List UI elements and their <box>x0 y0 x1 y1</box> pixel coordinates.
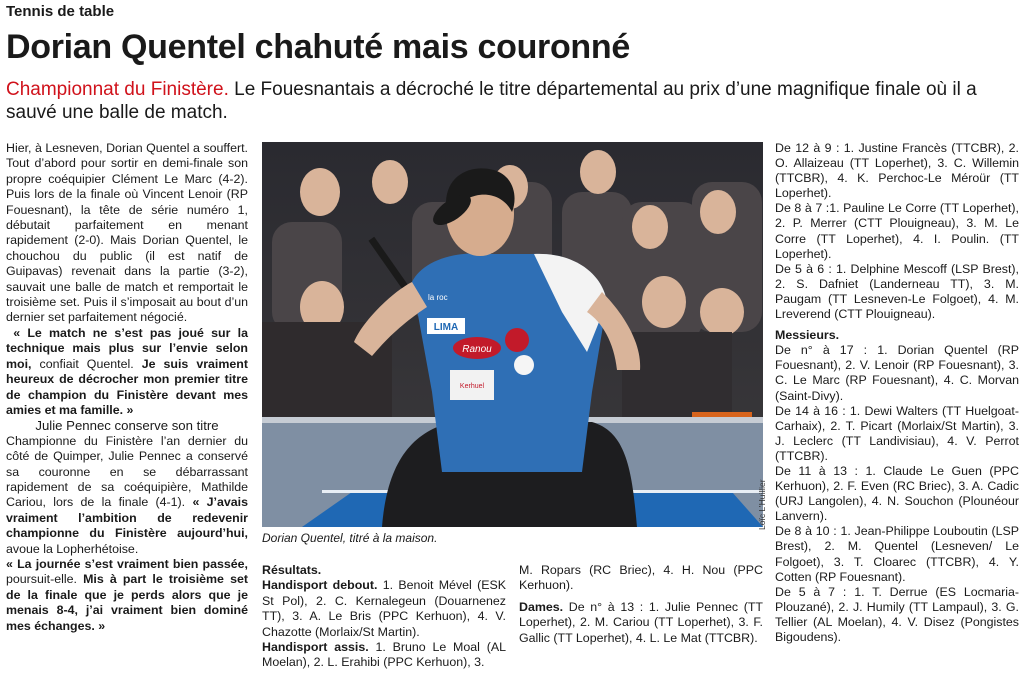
article-photo <box>262 142 763 527</box>
section-rubric: Tennis de table <box>6 3 115 20</box>
results-entry: De 8 à 10 : 1. Jean-Philippe Louboutin (LSP Brest), 2. M. Quentel (Lesneven/ Le Folgoet), 3. T. Cloarec (TTCBR), 4. Y. Cotten (RP Fouesnant). <box>775 524 1019 584</box>
quote-text: « Le match ne s’est pas joué sur la technique mais plus sur l’envie selon moi, <box>6 325 248 371</box>
results-category-label: Messieurs. <box>775 328 840 343</box>
shirt-brand: la roc <box>428 293 448 302</box>
standfirst-text: Le Fouesnantais a décroché le titre départemental au prix d’une magnifique finale où il a sauvé une balle de match. <box>6 79 977 123</box>
quote-attribution: confiait Quentel. <box>31 356 142 371</box>
article-headline: Dorian Quentel chahuté mais couronné <box>6 28 630 66</box>
results-column-3 <box>775 141 1019 645</box>
results-column-1 <box>262 563 506 671</box>
quote-text: « J’avais vraiment l’ambition de redevenir championne du Finistère aujourd’hui, <box>6 495 248 541</box>
quote-paragraph <box>6 557 248 634</box>
results-entry: De 8 à 7 :1. Pauline Le Corre (TT Loperhet), 2. P. Merrer (CTT Plouigneau), 3. M. Le Corre (TT Loperhet), 4. I. Poulin. (TT Loperhet). <box>775 201 1019 261</box>
results-title: Résultats. <box>262 563 322 577</box>
shirt-sponsor-lima: LIMA <box>433 322 459 333</box>
article-body-column <box>6 141 248 634</box>
quote-text: Mis à part le troisième set de la finale que je perds alors que je menais 8-4, j’ai vraiment bien dominé mes échanges. » <box>6 572 248 633</box>
results-entry <box>262 640 506 671</box>
body-paragraph <box>6 434 248 557</box>
quote-paragraph <box>6 326 248 418</box>
photo-caption: Dorian Quentel, titré à la maison. <box>262 531 438 545</box>
quote-attribution: poursuit-elle. <box>6 572 84 587</box>
shirt-sponsor-kerhuel: Kerhuel <box>459 383 485 390</box>
results-entry: De 14 à 16 : 1. Dewi Walters (TT Huelgoat-Carhaix), 2. T. Picart (Morlaix/St Martin), 3. J. Leclerc (TT Landivisiau), 4. V. Perrot (TTCBR). <box>775 403 1019 463</box>
body-text: Championne du Finistère l’an dernier du côté de Quimper, Julie Pennec a conservé sa couronne en se débarrassant rapidement de sa coéquipière, Mathilde Cariou, lors de la finale (4-1). <box>6 433 248 510</box>
body-paragraph: Hier, à Lesneven, Dorian Quentel a souffert. Tout d’abord pour sortir en demi-finale son propre coéquipier Clément Le Marc (4-2). Puis lors de la finale où Vincent Lenoir (RP Fouesnant), la tête de série numéro 1, débutait parfaitement en menant rapidement (2-0). Mais Dorian Quentel, le chouchou du public (il est natif de Guipavas) revenait dans la partie (3-2), sauvait une balle de match et remportait le troisième set. Puis il s’imposait au bout d’un dernier set parfaitement négocié. <box>6 141 248 325</box>
quote-attribution: avoue la Lopherhétoise. <box>6 541 139 556</box>
results-category-label: Dames. <box>519 599 564 614</box>
results-category-label: Handisport debout. <box>262 578 378 593</box>
quote-text: Je suis vraiment heureux de décrocher mon premier titre de champion du Finistère devant mes amies et ma famille. » <box>6 356 248 417</box>
results-entry: De 11 à 13 : 1. Claude Le Guen (PPC Kerhuon), 2. F. Even (RC Briec), 3. A. Cadic (URJ Langolen), 4. N. Souchon (Plounéour Lanvern). <box>775 463 1019 524</box>
results-entry: De n° à 17 : 1. Dorian Quentel (RP Fouesnant), 2. V. Lenoir (RP Fouesnant), 3. C. Le Marc (RP Fouesnant), 4. C. Morvan (Saint-Divy). <box>775 343 1019 403</box>
results-category-text: 1. Benoit Mével (ESK St Pol), 2. C. Kernalegeun (Douarnenez TT), 3. A. Le Bris (PPC Kerhuon), 4. V. Chazotte (Morlaix/St Martin). <box>262 578 506 639</box>
standfirst-label: Championnat du Finistère. <box>6 79 229 100</box>
results-category-text: De n° à 13 : 1. Julie Pennec (TT Loperhet), 2. M. Cariou (TT Loperhet), 3. F. Gallic (TT Loperhet), 4. L. Le Mat (TTCBR). <box>519 599 763 645</box>
results-entry <box>262 578 506 640</box>
photo-credit: Loïc L’Huillier <box>757 479 767 530</box>
results-entry <box>519 600 763 646</box>
results-entry: De 5 à 6 : 1. Delphine Mescoff (LSP Brest), 2. S. Dafniet (Landerneau TT), 3. M. Paugam (TT Lesneven-Le Folgoet), 4. M. Lreverend (CTT Plouigneau). <box>775 261 1019 322</box>
results-category-text: 1. Bruno Le Moal (AL Moelan), 2. L. Erahibi (PPC Kerhuon), 3. <box>262 640 506 670</box>
article-standfirst <box>6 78 1016 124</box>
shirt-sponsor-ranou: Ranou <box>462 344 492 355</box>
results-entry: De 5 à 7 : 1. T. Derrue (ES Locmaria-Plouzané), 2. J. Humily (TT Lampaul), 3. G. Tellier (AL Moelan), 4. V. Disez (Pongistes Bigoudens). <box>775 584 1019 644</box>
article-subheading: Julie Pennec conserve son titre <box>35 418 219 434</box>
results-entry: De 12 à 9 : 1. Justine Francès (TTCBR), 2. O. Allaizeau (TT Loperhet), 3. C. Willemin (TTCBR), 4. K. Perchoc-Le Méroür (TT Loperhet). <box>775 141 1019 201</box>
results-entry: M. Ropars (RC Briec), 4. H. Nou (PPC Kerhuon). <box>519 563 763 593</box>
quote-text: « La journée s’est vraiment bien passée, <box>6 556 248 571</box>
results-category-label: Handisport assis. <box>262 640 369 655</box>
results-column-2 <box>519 563 763 646</box>
table-tennis-player-photo <box>262 142 763 527</box>
